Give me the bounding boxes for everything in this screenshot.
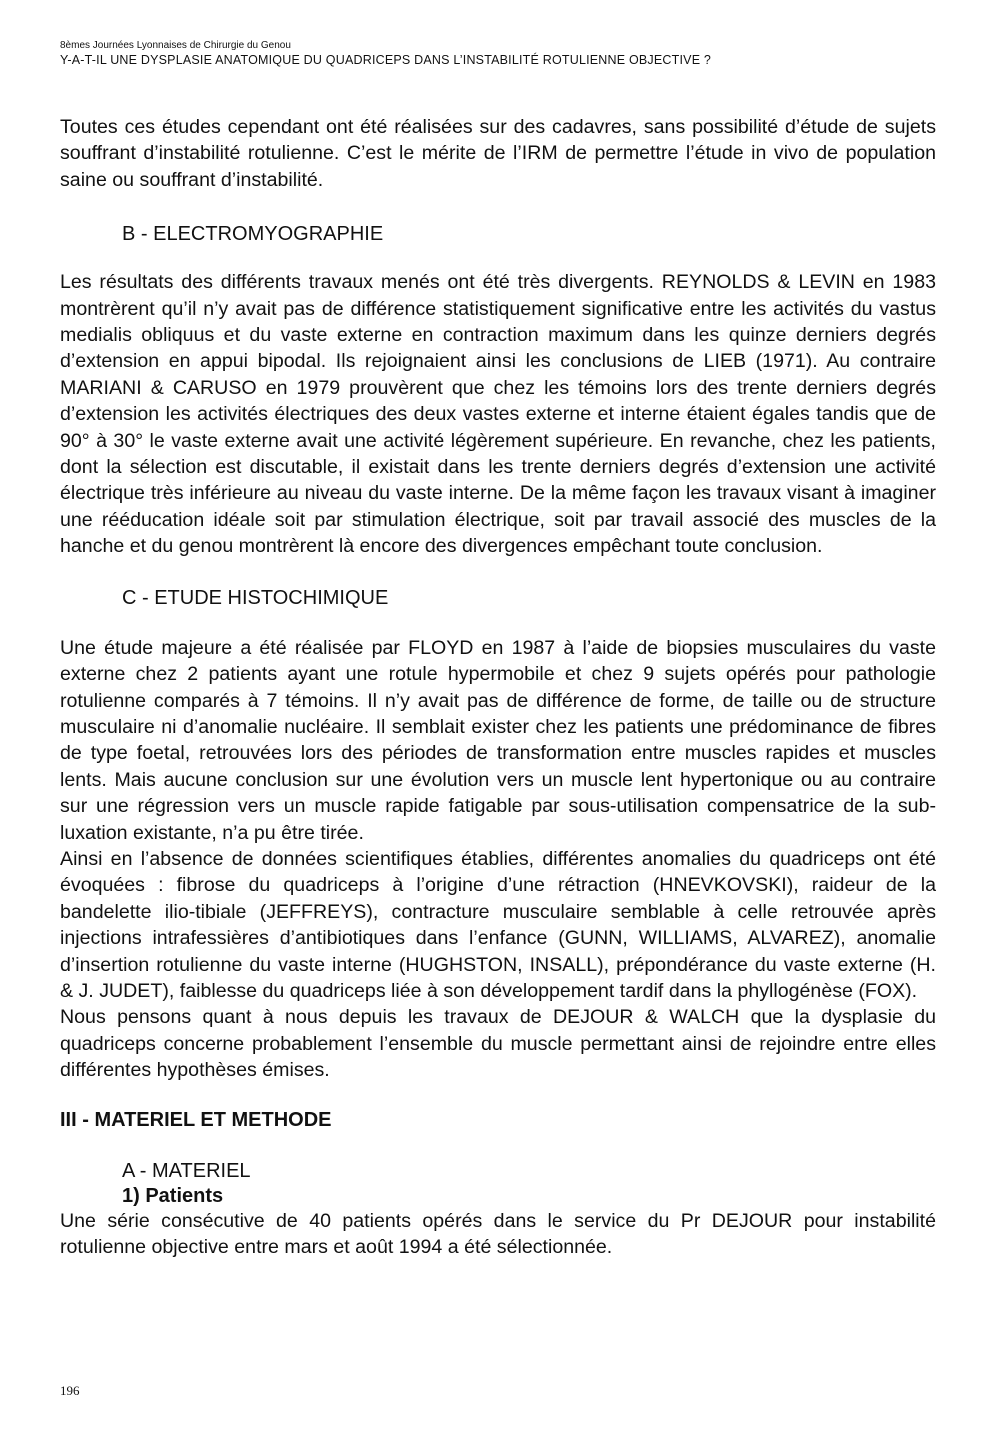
emg-heading: B - ELECTROMYOGRAPHIE xyxy=(122,223,384,246)
article-title: Y-A-T-IL UNE DYSPLASIE ANATOMIQUE DU QUADRICEPS DANS L’INSTABILITÉ ROTULIENNE OBJECTIVE ? xyxy=(60,52,712,67)
running-head xyxy=(60,40,711,68)
patients-heading: 1) Patients xyxy=(122,1184,224,1207)
conference-name: 8èmes Journées Lyonnaises de Chirurgie du Genou xyxy=(60,40,291,51)
histochemistry-heading: C - ETUDE HISTOCHIMIQUE xyxy=(122,586,389,609)
anomalies-paragraph: Ainsi en l’absence de données scientifiques établies, différentes anomalies du quadriceps ont été évoquées : fibrose du quadriceps à l’origine d’une rétraction (HNEVKOVSKI), raideur de la bandelette ilio-tibiale (JEFFREYS), contracture musculaire semblable à celle retrouvée après injections intrafessières d’antibiotiques dans l’enfance (GUNN, WILLIAMS, ALVAREZ), anomalie d’insertion rotulienne du vaste interne (HUGHSTON, INSALL), prépondérance du vaste externe (H. & J. JUDET), faiblesse du quadriceps liée à son développement tardif dans la phyllogénèse (FOX). xyxy=(60,847,936,1002)
patients-paragraph: Une série consécutive de 40 patients opérés dans le service du Pr DEJOUR pour instabilité rotulienne objective entre mars et août 1994 a été sélectionnée. xyxy=(60,1209,936,1258)
page-number: 196 xyxy=(60,1383,80,1398)
histochemistry-paragraph: Une étude majeure a été réalisée par FLOYD en 1987 à l’aide de biopsies musculaires du vaste externe chez 2 patients ayant une rotule hypermobile et chez 9 sujets opérés pour pathologie rotulienne comparés à 7 témoins. Il n’y avait pas de différence de forme, de taille ou de structure musculaire ni d’anomalie nucléaire. Il semblait exister chez les patients une prédominance de fibres de type foetal, retrouvées lors des périodes de transformation entre muscles rapides et muscles lents. Mais aucune conclusion sur une évolution vers un muscle lent hypertonique ou au contraire sur une régression vers un muscle rapide fatigable par sous-utilisation compensatrice de la sub-luxation existante, n’a pu être tirée. xyxy=(60,636,936,844)
emg-paragraph: Les résultats des différents travaux menés ont été très divergents. REYNOLDS & LEVIN en 1983 montrèrent qu’il n’y avait pas de différence statistiquement significative entre les activités du vastus medialis obliquus et du vaste externe en contraction maximum dans les quinze derniers degrés d’extension en appui bipodal. Ils rejoignaient ainsi les conclusions de LIEB (1971). Au contraire MARIANI & CARUSO en 1979 prouvèrent que chez les témoins lors des trente derniers degrés d’extension les activités électriques des deux vastes externe et interne étaient égales tandis que de 90° à 30° le vaste externe avait une activité légèrement supérieure. En revanche, chez les patients, dont la sélection est discutable, il existait dans les trente derniers degrés d’extension une activité électrique très inférieure au niveau du vaste interne. De la même façon les travaux visant à imaginer une rééducation idéale soit par stimulation électrique, soit par travail associé des muscles de la hanche et du genou montrèrent là encore des divergences empêchant toute conclusion. xyxy=(60,271,936,558)
page-content xyxy=(60,114,936,1260)
conclusion-paragraph: Nous pensons quant à nous depuis les travaux de DEJOUR & WALCH que la dysplasie du quadriceps concerne probablement l’ensemble du muscle permettant ainsi de rejoindre entre elles différentes hypothèses émises. xyxy=(60,1006,936,1082)
section-heading: III - MATERIEL ET METHODE xyxy=(60,1108,332,1131)
materiel-heading: A - MATERIEL xyxy=(122,1159,251,1182)
intro-paragraph: Toutes ces études cependant ont été réalisées sur des cadavres, sans possibilité d’étude de sujets souffrant d’instabilité rotulienne. C’est le mérite de l’IRM de permettre l’étude in vivo de population saine ou souffrant d’instabilité. xyxy=(60,116,936,191)
